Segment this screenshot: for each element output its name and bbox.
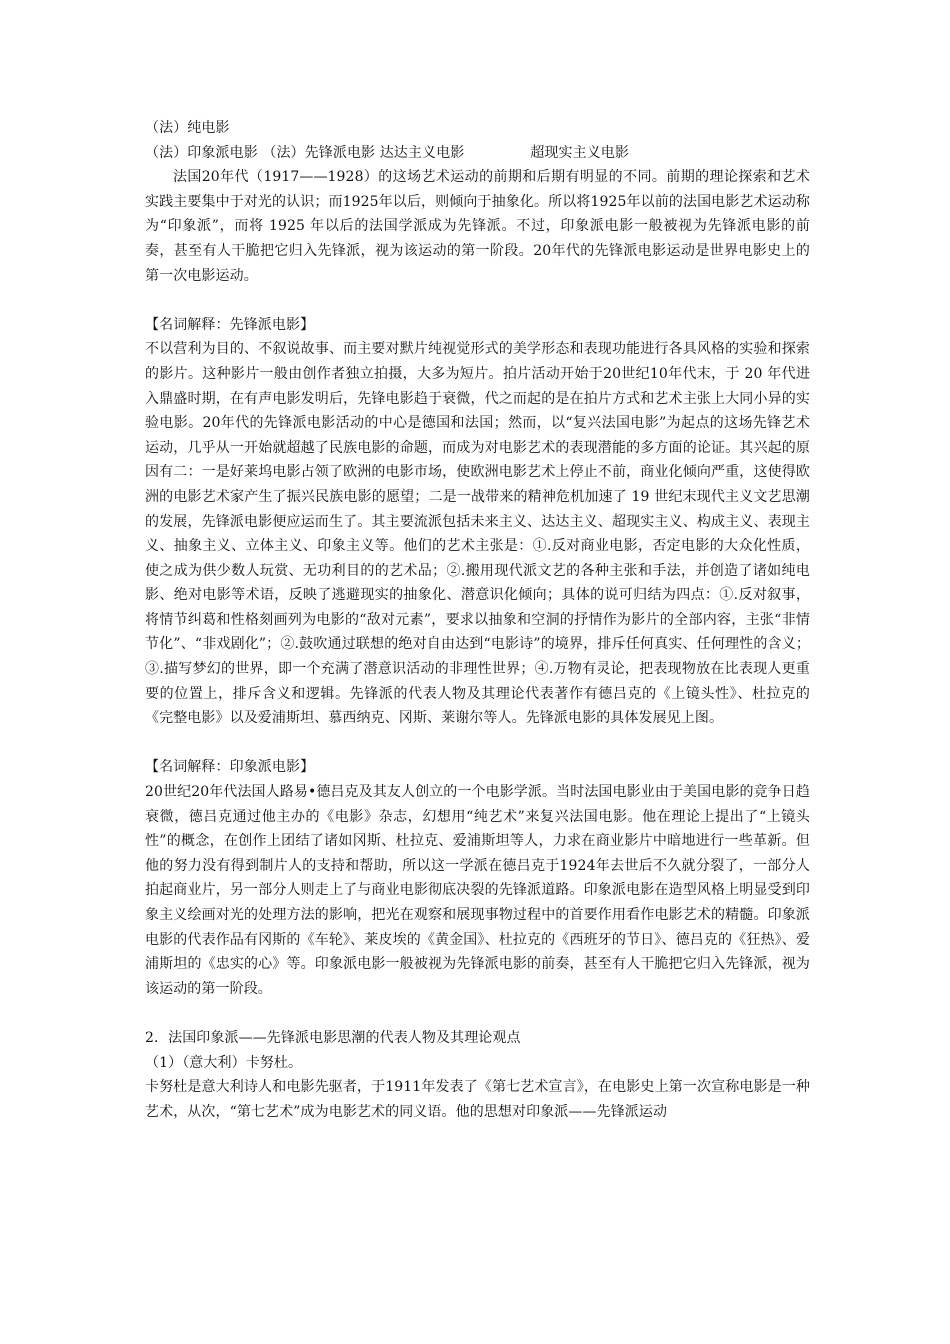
section-3-heading: 2．法国印象派——先锋派电影思潮的代表人物及其理论观点	[145, 1029, 521, 1046]
section-2-body: 20世纪20年代法国人路易•德吕克及其友人创立的一个电影学派。当时法国电影业由于美国电影的竞争日趋衰微，德吕克通过他主办的《电影》杂志，幻想用“纯艺术”来复兴法国电影。他在理论上提出了“上镜头性”的概念，在创作上团结了诸如冈斯、杜拉克、爱浦斯坦等人，力求在商业影片中暗地进行一些革新。但他的努力没有得到制片人的支持和帮助，所以这一学派在德吕克于1924年去世后不久就分裂了，一部分人拍起商业片，另一部分人则走上了与商业电影彻底决裂的先锋派道路。印象派电影在造型风格上明显受到印象主义绘画对光的处理方法的影响，把光在观察和展现事物过程中的首要作用看作电影艺术的精髓。印象派电影的代表作品有冈斯的《车轮》、莱皮埃的《黄金国》、杜拉克的《西班牙的节日》、德吕克的《狂热》、爱浦斯坦的《忠实的心》等。印象派电影一般被视为先锋派电影的前奏，甚至有人干脆把它归入先锋派，视为该运动的第一阶段。	[145, 784, 810, 997]
section-3-subheading: （1）（意大利）卡努杜。	[145, 1054, 303, 1071]
section-2-heading: 【名词解释：印象派电影】	[145, 759, 315, 776]
section-1-heading: 【名词解释：先锋派电影】	[145, 316, 315, 333]
header-line-2-left: （法）印象派电影 （法）先锋派电影 达达主义电影	[145, 144, 465, 161]
intro-paragraph: 法国20年代（1917——1928）的这场艺术运动的前期和后期有明显的不同。前期的理论探索和艺术实践主要集中于对光的认识；而1925年以后，则倾向于抽象化。所以将1925年以前的法国电影艺术运动称为“印象派”，而将 1925 年以后的法国学派成为先锋派。不过，印象派电影一般被视为先锋派电影的前奏，甚至有人干脆把它归入先锋派，视为该运动的第一阶段。20年代的先锋派电影运动是世界电影史上的第一次电影运动。	[145, 169, 810, 284]
header-line-2-right: 超现实主义电影	[530, 144, 630, 161]
section-1-body: 不以营利为目的、不叙说故事、而主要对默片纯视觉形式的美学形态和表现功能进行各具风格的实验和探索的影片。这种影片一般由创作者独立拍摄，大多为短片。拍片活动开始于20世纪10年代末，于 20 年代进入鼎盛时期，在有声电影发明后，先锋电影趋于衰微，代之而起的是在拍片方式和艺术主张上大同小异的实验电影。20年代的先锋派电影活动的中心是德国和法国；然而，以“复兴法国电影”为起点的这场先锋艺术运动，几乎从一开始就超越了民族电影的命题，而成为对电影艺术的表现潜能的多方面的论证。其兴起的原因有二：一是好莱坞电影占领了欧洲的电影市场，使欧洲电影艺术上停止不前，商业化倾向严重，这使得欧洲的电影艺术家产生了振兴民族电影的愿望；二是一战带来的精神危机加速了 19 世纪末现代主义文艺思潮的发展，先锋派电影便应运而生了。其主要流派包括未来主义、达达主义、超现实主义、构成主义、表现主义、抽象主义、立体主义、印象主义等。他们的艺术主张是：①.反对商业电影，否定电影的大众化性质，使之成为供少数人玩赏、无功利目的的艺术品；②.搬用现代派文艺的各种主张和手法，并创造了诸如纯电影、绝对电影等术语，反映了逃避现实的抽象化、潜意识化倾向；具体的说可归结为四点：①.反对叙事，将情节纠葛和性格刻画列为电影的“敌对元素”，要求以抽象和空洞的抒情作为影片的全部内容，主张“非情节化”、“非戏剧化”；②.鼓吹通过联想的绝对自由达到“电影诗”的境界，排斥任何真实、任何理性的含义；③.描写梦幻的世界，即一个充满了潜意识活动的非理性世界；④.万物有灵论，把表现物放在比表现人更重要的位置上，排斥含义和逻辑。先锋派的代表人物及其理论代表著作有德吕克的《上镜头性》、杜拉克的《完整电影》以及爱浦斯坦、慕西纳克、冈斯、莱谢尔等人。先锋派电影的具体发展见上图。	[145, 341, 810, 727]
header-line-1: （法）纯电影	[145, 120, 230, 136]
document-page	[145, 116, 810, 1124]
section-3-body: 卡努杜是意大利诗人和电影先驱者，于1911年发表了《第七艺术宣言》，在电影史上第一次宣称电影是一种艺术，从次，“第七艺术”成为电影艺术的同义语。他的思想对印象派——先锋派运动	[145, 1079, 810, 1120]
header-line-2	[145, 141, 810, 166]
